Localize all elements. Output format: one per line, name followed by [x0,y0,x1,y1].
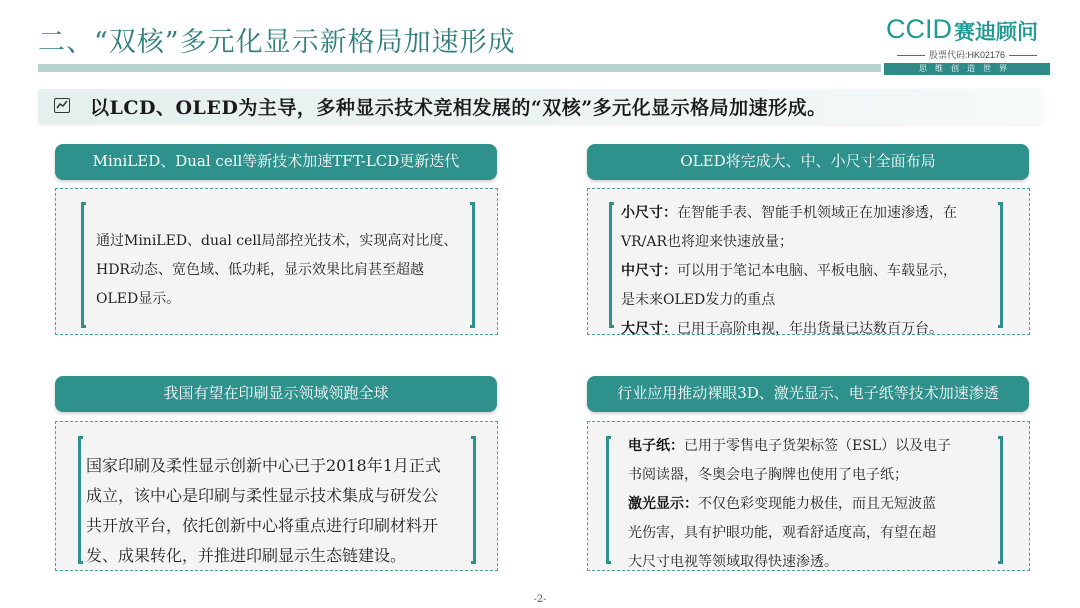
card-printing [55,421,498,571]
card-industry-text [628,432,951,577]
item-text: 已用于零售电子货架标签（ESL）以及电子 [684,438,952,454]
bracket-left [78,436,83,564]
logo-brand: CCID [886,14,952,44]
item-text-cont: 是未来OLED发力的重点 [621,292,776,308]
card-lcd-text [96,227,457,314]
list-item [621,315,957,344]
logo-brand-cn: 赛迪顾问 [954,19,1038,44]
text-line: 通过MiniLED、dual cell局部控光技术，实现高对比度、 [96,233,458,249]
bracket-left [81,202,86,328]
text-line: OLED显示。 [96,291,181,307]
bracket-right [471,436,476,564]
list-item [628,432,951,461]
item-label: 小尺寸： [621,205,677,221]
text-line: HDR动态、宽色域、低功耗，显示效果比肩甚至超越 [96,262,424,278]
logo-slogan: 思维创造世界 [884,63,1050,75]
header-rule [38,64,881,72]
card-oled [587,188,1030,335]
page-title: 二、“双核”多元化显示新格局加速形成 [38,27,516,58]
item-text: 可以用于笔记本电脑、平板电脑、车载显示， [677,263,957,279]
bracket-left [609,202,614,328]
item-label: 大尺寸： [621,321,677,337]
section-heading-printing: 我国有望在印刷显示领域领跑全球 [55,376,497,412]
page-number: -2- [533,594,547,605]
section-heading-industry: 行业应用推动裸眼3D、激光显示、电子纸等技术加速渗透 [587,376,1029,412]
line-chart-icon [54,98,70,113]
bracket-right [998,436,1003,564]
stock-code-text: 股票代码:HK02176 [928,50,1006,60]
list-item [621,257,957,286]
bracket-right [998,202,1003,328]
bracket-right [470,202,475,328]
item-label: 电子纸： [628,438,684,454]
list-item [621,199,957,228]
item-text-cont: 光伤害，具有护眼功能，观看舒适度高，有望在超 [628,525,936,541]
text-line: 国家印刷及柔性显示创新中心已于2018年1月正式 [86,456,441,475]
item-label: 中尺寸： [621,263,677,279]
item-text: 已用于高阶电视，年出货量已达数百万台。 [677,321,943,337]
item-text-cont: 书阅读器，冬奥会电子胸牌也使用了电子纸； [628,467,908,483]
text-line: 共开放平台，依托创新中心将重点进行印刷材料开 [86,516,439,535]
card-oled-text [621,199,957,344]
section-heading-oled: OLED将完成大、中、小尺寸全面布局 [587,144,1029,180]
ccid-logo [884,14,1054,76]
card-printing-text [86,451,441,571]
section-heading-lcd: MiniLED、Dual cell等新技术加速TFT-LCD更新迭代 [55,144,497,180]
item-label: 激光显示： [628,496,698,512]
logo-stock-code [884,48,1050,61]
item-text: 不仅色彩变现能力极佳，而且无短波蓝 [698,496,936,512]
item-text-cont: 大尺寸电视等领域取得快速渗透。 [628,554,838,570]
card-lcd [55,188,498,335]
item-text-cont: VR/AR也将迎来快速放量； [621,234,794,250]
bracket-left [606,436,611,564]
subtitle-banner [38,89,1042,124]
card-industry [587,421,1030,571]
subtitle-text: 以LCD、OLED为主导，多种显示技术竞相发展的“双核”多元化显示格局加速形成。 [90,97,827,119]
text-line: 成立，该中心是印刷与柔性显示技术集成与研发公 [86,486,439,505]
item-text: 在智能手表、智能手机领域正在加速渗透，在 [677,205,957,221]
text-line: 发、成果转化，并推进印刷显示生态链建设。 [86,546,407,565]
list-item [628,490,951,519]
